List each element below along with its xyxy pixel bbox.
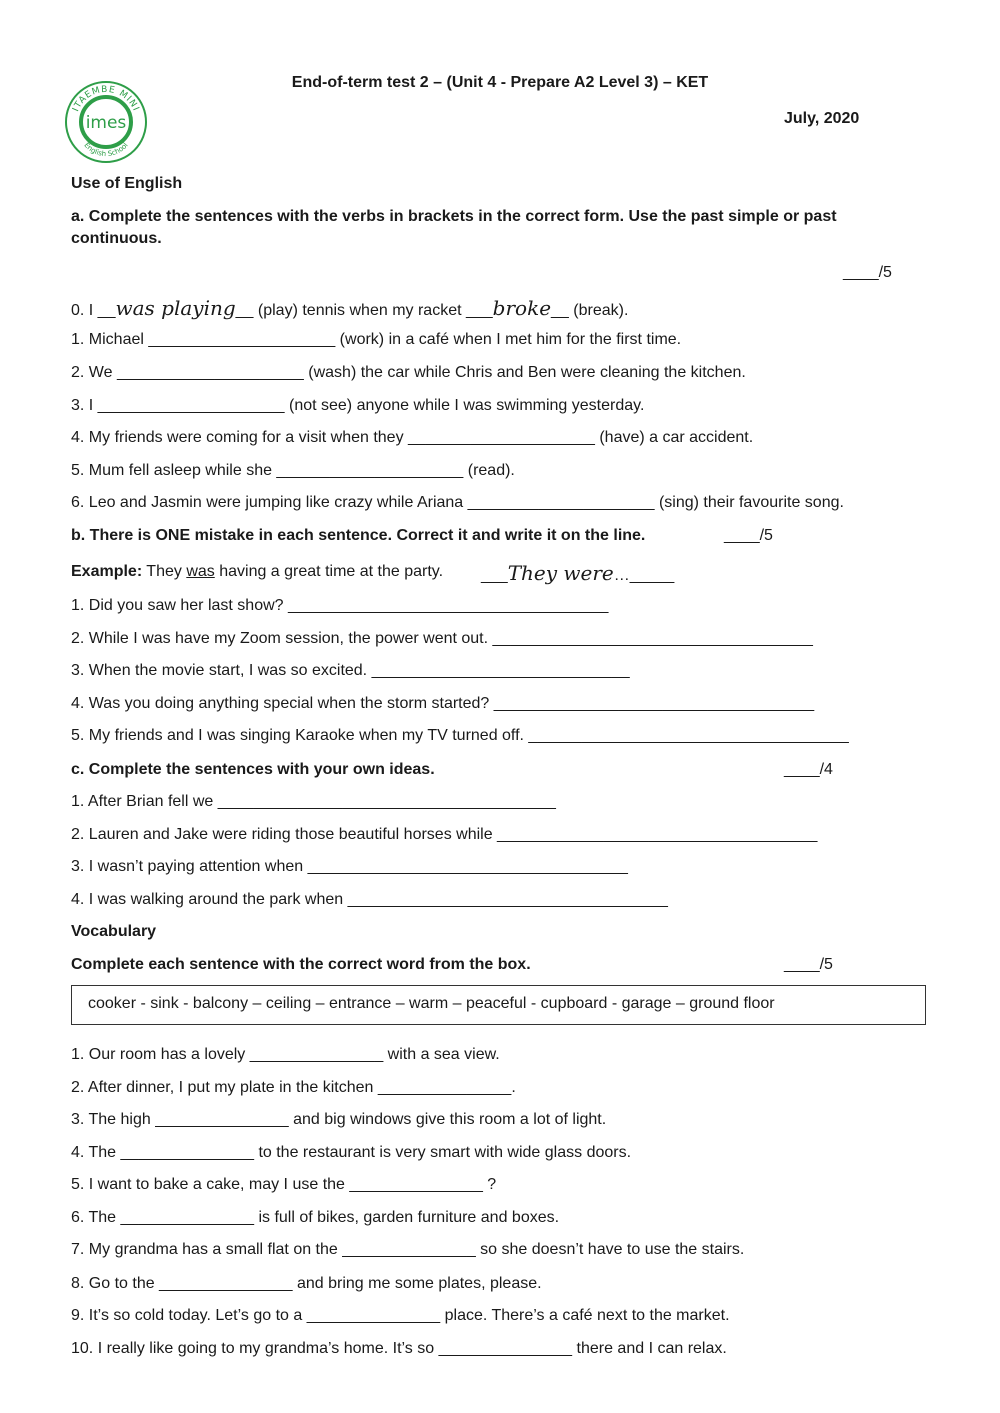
example-prefix: 0. I __ <box>71 302 116 319</box>
part-a-example <box>71 296 628 320</box>
example-handwritten-answer: They were <box>507 561 614 585</box>
vocabulary-score: ____/5 <box>784 956 833 973</box>
part-c-item-1[interactable]: 1. After Brian fell we ______________________________________ <box>71 793 556 810</box>
part-a-item-6[interactable]: 6. Leo and Jasmin were jumping like crazy while Ariana _____________________ (sing) their favourite song. <box>71 494 844 511</box>
part-b-item-1[interactable]: 1. Did you saw her last show? ____________________________________ <box>71 597 609 614</box>
part-b-item-4[interactable]: 4. Was you doing anything special when the storm started? ____________________________________ <box>71 695 815 712</box>
part-b-item-2[interactable]: 2. While I was have my Zoom session, the power went out. ____________________________________ <box>71 630 813 647</box>
vocab-item-6[interactable]: 6. The _______________ is full of bikes, garden furniture and boxes. <box>71 1209 560 1226</box>
part-a-item-3[interactable]: 3. I _____________________ (not see) anyone while I was swimming yesterday. <box>71 397 645 414</box>
example-post: having a great time at the party. <box>214 563 444 580</box>
school-logo <box>64 80 148 164</box>
part-b-example <box>71 563 443 581</box>
example-suffix: __ (break). <box>551 302 629 319</box>
example-answer-1: was playing <box>115 296 236 320</box>
example-middle: __ (play) tennis when my racket ___ <box>235 302 493 319</box>
part-a-item-1[interactable]: 1. Michael _____________________ (work) in a café when I met him for the first time. <box>71 331 682 348</box>
section-heading-vocabulary: Vocabulary <box>71 923 157 940</box>
vocabulary-instruction: Complete each sentence with the correct word from the box. <box>71 956 531 973</box>
part-a-item-2[interactable]: 2. We _____________________ (wash) the car while Chris and Ben were cleaning the kitchen. <box>71 364 746 381</box>
word-box <box>71 985 926 1025</box>
section-heading-use-of-english: Use of English <box>71 175 183 192</box>
part-a-item-5[interactable]: 5. Mum fell asleep while she _____________________ (read). <box>71 462 515 479</box>
vocab-item-7[interactable]: 7. My grandma has a small flat on the _______________ so she doesn’t have to use the stairs. <box>71 1241 745 1258</box>
part-a-instruction-line1: a. Complete the sentences with the verbs in brackets in the correct form. Use the past simple or past <box>71 208 837 225</box>
part-c-score: ____/4 <box>784 761 833 778</box>
vocab-item-5[interactable]: 5. I want to bake a cake, may I use the _______________ ? <box>71 1176 497 1193</box>
part-a-item-4[interactable]: 4. My friends were coming for a visit when they _____________________ (have) a car accident. <box>71 429 754 446</box>
logo-center-text: imes <box>85 113 127 133</box>
part-c-item-2[interactable]: 2. Lauren and Jake were riding those beautiful horses while ____________________________________ <box>71 826 818 843</box>
part-c-item-3[interactable]: 3. I wasn’t paying attention when ____________________________________ <box>71 858 628 875</box>
example-blank-post: …_____ <box>613 567 675 584</box>
page-title: End-of-term test 2 – (Unit 4 - Prepare A2 Level 3) – KET <box>291 74 709 91</box>
logo-top-text: ITAEMBE MINI <box>71 84 141 114</box>
vocab-item-8[interactable]: 8. Go to the _______________ and bring me some plates, please. <box>71 1275 542 1292</box>
vocab-item-9[interactable]: 9. It’s so cold today. Let’s go to a _______________ place. There’s a café next to the market. <box>71 1307 730 1324</box>
svg-text:English School <box>82 141 129 158</box>
part-a-score: ____/5 <box>843 264 892 281</box>
example-answer-2: broke <box>492 296 552 320</box>
part-b-score: ____/5 <box>724 527 773 544</box>
vocab-item-4[interactable]: 4. The _______________ to the restaurant is very smart with wide glass doors. <box>71 1144 632 1161</box>
example-underlined-word: was <box>186 563 215 580</box>
vocab-item-1[interactable]: 1. Our room has a lovely _______________ with a sea view. <box>71 1046 500 1063</box>
part-b-item-3[interactable]: 3. When the movie start, I was so excited. _____________________________ <box>71 662 630 679</box>
logo-bottom-text: English School <box>82 141 130 159</box>
vocab-item-10[interactable]: 10. I really like going to my grandma’s home. It’s so _______________ there and I can relax. <box>71 1340 727 1357</box>
part-c-item-4[interactable]: 4. I was walking around the park when ____________________________________ <box>71 891 668 908</box>
part-b-instruction: b. There is ONE mistake in each sentence. Correct it and write it on the line. <box>71 527 646 544</box>
part-a-instruction-line2: continuous. <box>71 230 162 247</box>
vocab-item-3[interactable]: 3. The high _______________ and big windows give this room a lot of light. <box>71 1111 607 1128</box>
example-blank-pre: ___ <box>481 567 508 584</box>
part-b-example-answer <box>481 561 674 585</box>
test-date: July, 2020 <box>784 110 860 127</box>
vocab-item-2[interactable]: 2. After dinner, I put my plate in the kitchen _______________. <box>71 1079 516 1096</box>
part-c-instruction: c. Complete the sentences with your own ideas. <box>71 761 435 778</box>
part-b-item-5[interactable]: 5. My friends and I was singing Karaoke when my TV turned off. ____________________________________ <box>71 727 849 744</box>
word-box-words: cooker - sink - balcony – ceiling – entrance – warm – peaceful - cupboard - garage – ground floor <box>88 995 775 1012</box>
example-pre: They <box>142 563 187 580</box>
example-label: Example: <box>71 563 143 580</box>
